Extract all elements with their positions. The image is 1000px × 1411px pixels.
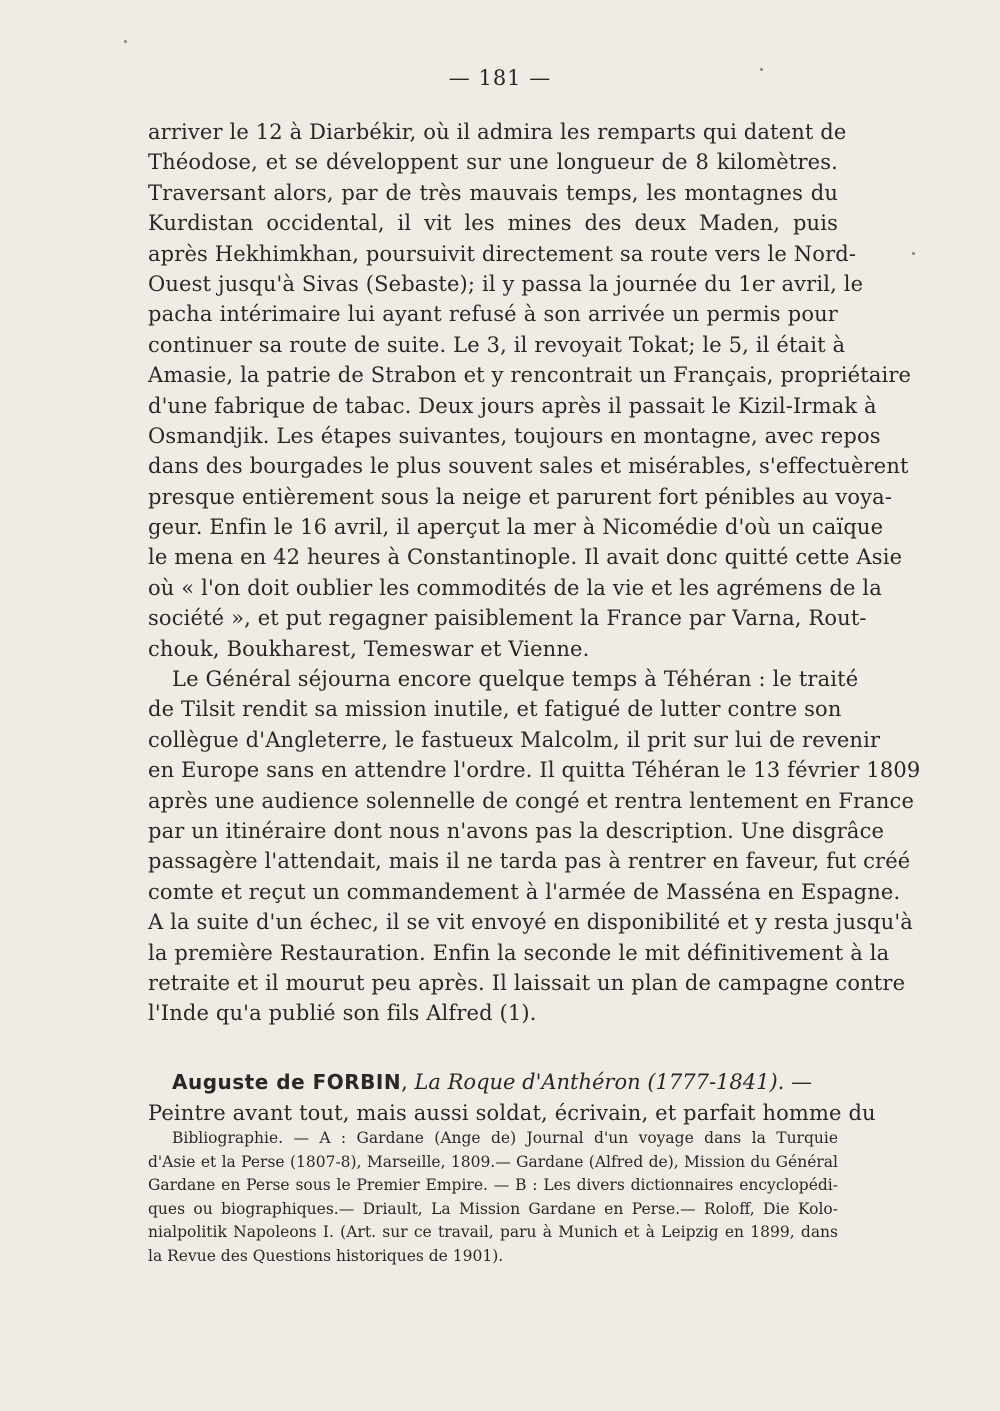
- text-line: de Tilsit rendit sa mission inutile, et fatigué de lutter contre son: [148, 697, 842, 722]
- text-line: Le Général séjourna encore quelque temps à Téhéran : le traité: [172, 667, 859, 692]
- text-line: comte et reçut un commandement à l'armée de Masséna en Espagne.: [148, 879, 901, 904]
- note-line: ques ou biographiques.— Driault, La Mission Gardane en Perse.— Roloff, Die Kolo-: [148, 1199, 838, 1218]
- text-line: Traversant alors, par de très mauvais temps, les montagnes du: [148, 180, 838, 205]
- text-line: société », et put regagner paisiblement la France par Varna, Rout-: [148, 606, 867, 631]
- section-gap: [148, 1029, 838, 1067]
- paper-speck: [760, 68, 763, 71]
- section-separator: ,: [401, 1069, 415, 1094]
- text-line: geur. Enfin le 16 avril, il aperçut la mer à Nicomédie d'où un caïque: [148, 515, 884, 540]
- text-line: passagère l'attendait, mais il ne tarda pas à rentrer en faveur, fut créé: [148, 849, 911, 874]
- text-line: arriver le 12 à Diarbékir, où il admira les remparts qui datent de: [148, 120, 847, 144]
- text-line: Kurdistan occidental, il vit les mines des deux Maden, puis: [148, 211, 838, 236]
- section-heading: [148, 1067, 838, 1098]
- footnote-bibliography: [148, 1127, 838, 1268]
- text-line: continuer sa route de suite. Le 3, il revoyait Tokat; le 5, il était à: [148, 332, 846, 357]
- text-line: le mena en 42 heures à Constantinople. Il avait donc quitté cette Asie: [148, 545, 903, 570]
- text-line: Amasie, la patrie de Strabon et y rencontrait un Français, propriétaire: [148, 363, 912, 388]
- paper-speck: [912, 252, 915, 255]
- text-line: Peintre avant tout, mais aussi soldat, écrivain, et parfait homme du: [148, 1100, 876, 1125]
- note-line: Gardane en Perse sous le Premier Empire. — B : Les divers dictionnaires encyclopédi-: [148, 1176, 838, 1194]
- text-line: Théodose, et se développent sur une longueur de 8 kilomètres.: [148, 150, 838, 175]
- note-line: nialpolitik Napoleons I. (Art. sur ce travail, paru à Munich et à Leipzig en 1899, dans: [148, 1223, 838, 1241]
- text-line: après Hekhimkhan, poursuivit directement sa route vers le Nord-: [148, 241, 857, 266]
- text-line: Osmandjik. Les étapes suivantes, toujours en montagne, avec repos: [148, 423, 881, 448]
- text-line: A la suite d'un échec, il se vit envoyé en disponibilité et y resta jusqu'à: [148, 910, 913, 935]
- text-line: chouk, Boukharest, Temeswar et Vienne.: [148, 636, 590, 661]
- text-line: l'Inde qu'a publié son fils Alfred (1).: [148, 1001, 537, 1026]
- text-line: par un itinéraire dont nous n'avons pas la description. Une disgrâce: [148, 818, 885, 843]
- text-line: en Europe sans en attendre l'ordre. Il quitta Téhéran le 13 février 1809: [148, 758, 921, 783]
- text-line: retraite et il mourut peu après. Il laissait un plan de campagne contre: [148, 970, 906, 995]
- text-line: presque entièrement sous la neige et parurent fort pénibles au voya-: [148, 484, 893, 509]
- note-line: la Revue des Questions historiques de 1901).: [148, 1246, 504, 1265]
- section-author: Auguste de FORBIN: [172, 1069, 402, 1094]
- page-number: — 181 —: [448, 66, 552, 90]
- text-line: où « l'on doit oublier les commodités de la vie et les agrémens de la: [148, 575, 882, 600]
- text-line: dans des bourgades le plus souvent sales et misérables, s'effectuèrent: [148, 454, 909, 479]
- text-line: pacha intérimaire lui ayant refusé à son arrivée un permis pour: [148, 302, 838, 327]
- note-line: d'Asie et la Perse (1807-8), Marseille, 1809.— Gardane (Alfred de), Mission du Général: [148, 1152, 838, 1171]
- note-line: Bibliographie. — A : Gardane (Ange de) Journal d'un voyage dans la Turquie: [172, 1129, 838, 1147]
- text-line: d'une fabrique de tabac. Deux jours après il passait le Kizil-Irmak à: [148, 393, 877, 418]
- section-dash: —: [784, 1069, 813, 1094]
- section-title: La Roque d'Anthéron (1777-1841).: [414, 1069, 785, 1094]
- body-text: [148, 117, 921, 1128]
- text-line: collègue d'Angleterre, le fastueux Malcolm, il prit sur lui de revenir: [148, 727, 881, 752]
- text-line: la première Restauration. Enfin la seconde le mit définitivement à la: [148, 940, 890, 965]
- text-line: après une audience solennelle de congé et rentra lentement en France: [148, 788, 915, 813]
- paper-speck: [124, 40, 127, 43]
- text-line: Ouest jusqu'à Sivas (Sebaste); il y passa la journée du 1er avril, le: [148, 271, 864, 296]
